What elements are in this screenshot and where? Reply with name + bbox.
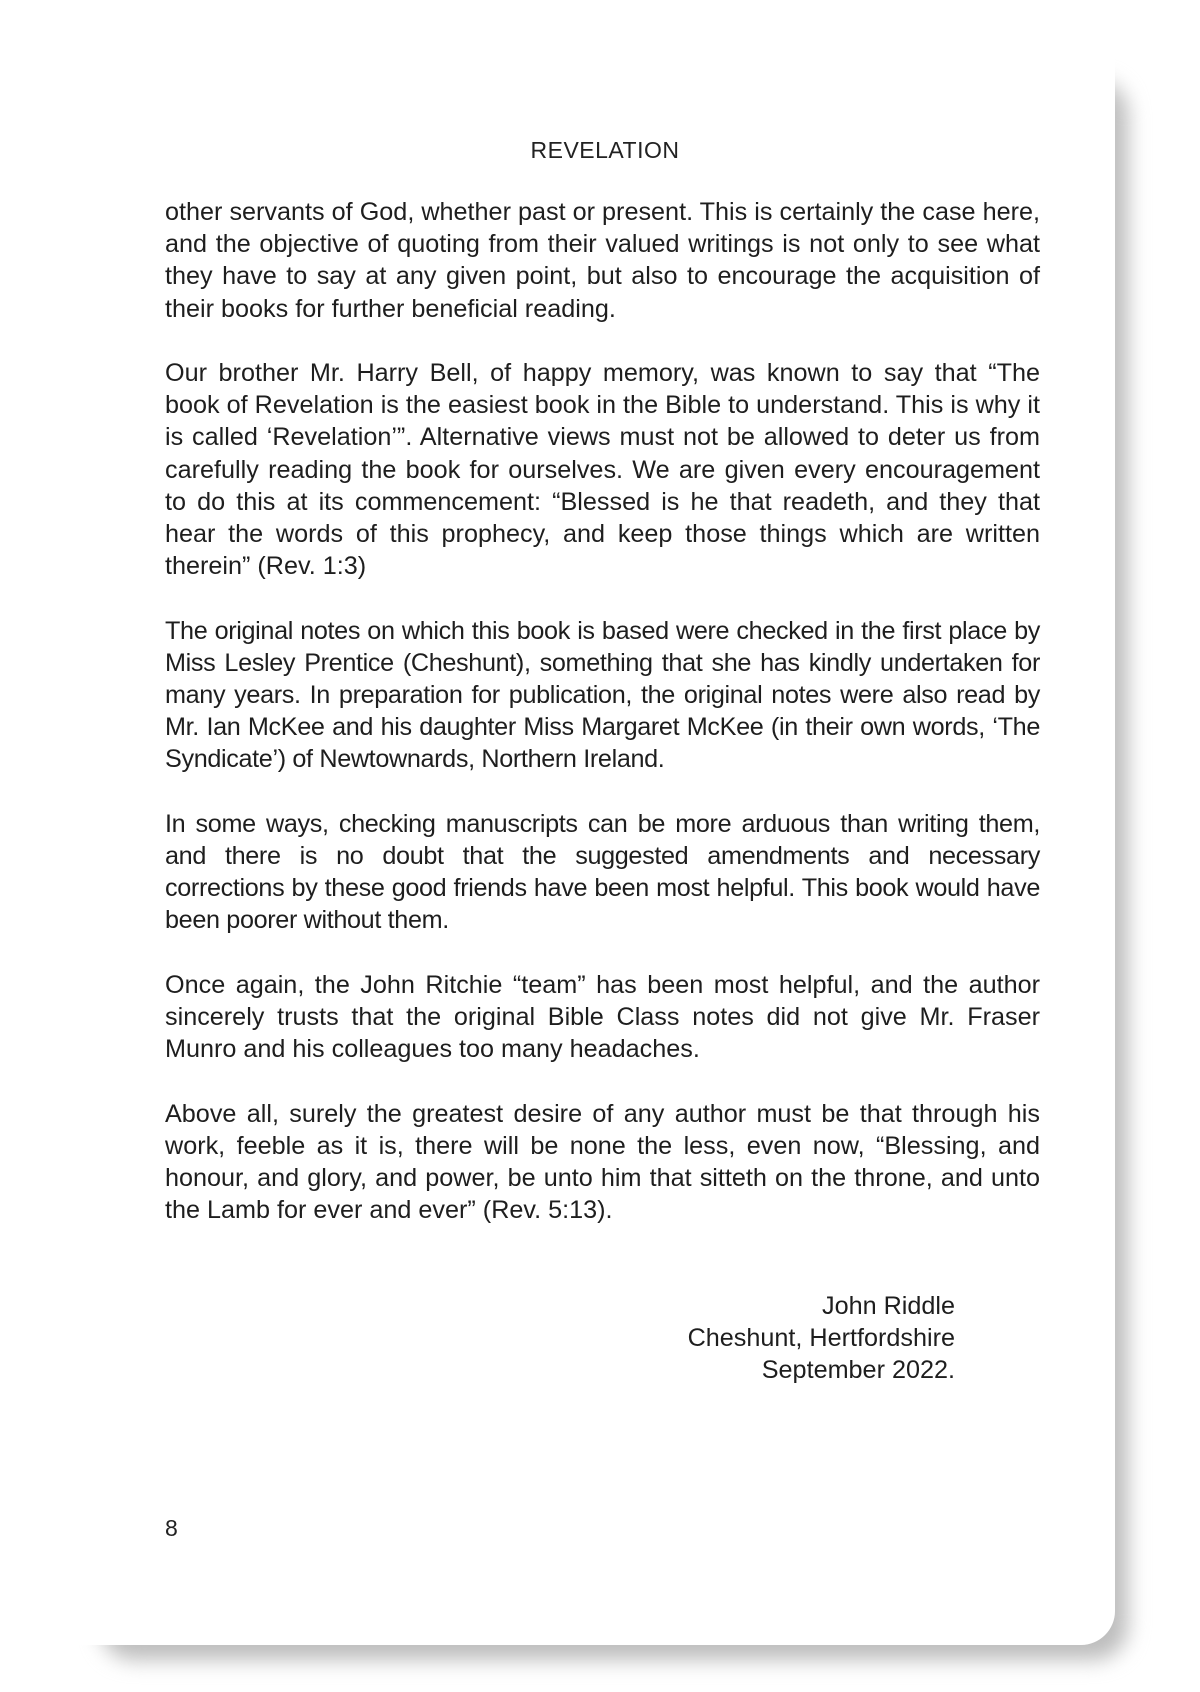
signature-date: September 2022. xyxy=(761,1356,955,1385)
paragraph: Our brother Mr. Harry Bell, of happy memory, was known to say that “The book of Revelation is the easiest book in the Bible to understand. This is why it is called ‘Revelation’”. Alternative views must not be allowed to deter us from carefully reading the book for ourselves. We are given every encouragement to do this at its commencement: “Blessed is he that readeth, and they that hear the words of this prophecy, and keep those things which are written therein” (Rev. 1:3) xyxy=(165,359,1040,581)
page-number: 8 xyxy=(165,1515,178,1541)
body-text xyxy=(165,196,1040,1259)
paragraph: Above all, surely the greatest desire of any author must be that through his work, feeble as it is, there will be none the less, even now, “Blessing, and honour, and glory, and power, be unto him that sitteth on the throne, and unto the Lamb for ever and ever” (Rev. 5:13). xyxy=(165,1099,1040,1225)
author-name: John Riddle xyxy=(821,1292,955,1320)
paragraph: The original notes on which this book is based were checked in the first place by Miss Lesley Prentice (Cheshunt), something that she has kindly undertaken for many years. In preparation for publication, the original notes were also read by Mr. Ian McKee and his daughter Miss Margaret McKee (in their own words, ‘The Syndicate’) of Newtownards, Northern Ireland. xyxy=(165,616,1040,774)
paragraph: other servants of God, whether past or present. This is certainly the case here, and the objective of quoting from their valued writings is not only to see what they have to say at any given point, but also to encourage the acquisition of their books for further beneficial reading. xyxy=(165,198,1040,323)
signature-block xyxy=(688,1290,955,1387)
running-title: REVELATION xyxy=(530,137,680,163)
paragraph: In some ways, checking manuscripts can be more arduous than writing them, and there is no doubt that the suggested amendments and necessary corrections by these good friends have been most helpful. This book would have been poorer without them. xyxy=(165,809,1040,935)
paragraph: Once again, the John Ritchie “team” has been most helpful, and the author sincerely trusts that the original Bible Class notes did not give Mr. Fraser Munro and his colleagues too many headaches. xyxy=(165,970,1040,1064)
author-location: Cheshunt, Hertfordshire xyxy=(687,1324,955,1353)
